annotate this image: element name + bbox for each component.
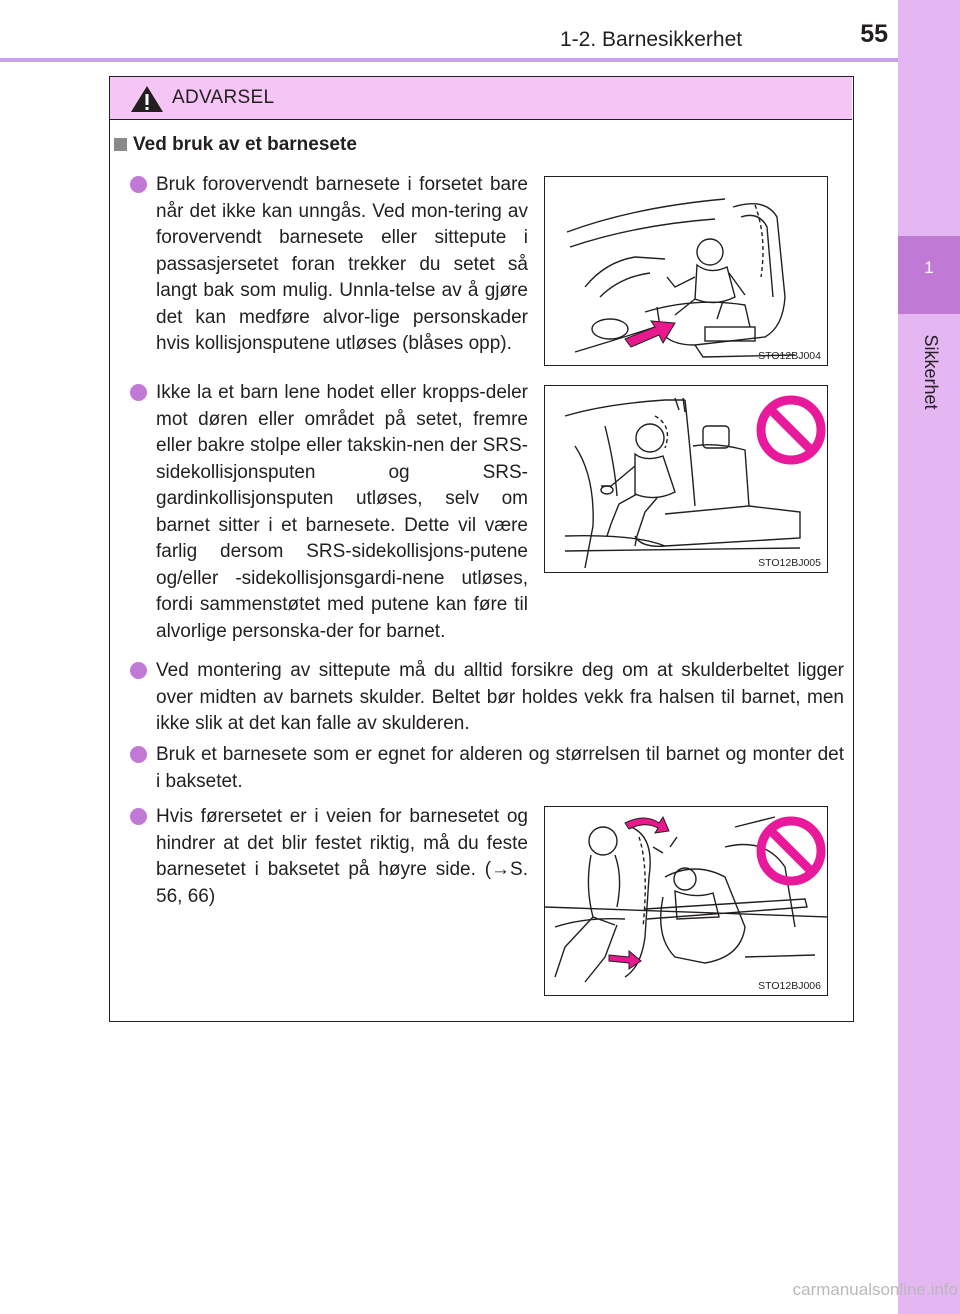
bullet-text: Hvis førersetet er i veien for barnesetet og hindrer at det blir festet riktig, må du feste barnesetet i baksetet på høyre side. (→S. 56, 66) (156, 806, 528, 907)
watermark[interactable]: carmanualsonline.info (792, 1280, 958, 1299)
bullet-item (130, 742, 844, 796)
square-bullet-icon (114, 138, 127, 151)
figure-child-seat-front (544, 176, 828, 366)
section-title: 1-2. Barnesikkerhet (560, 28, 743, 51)
figure-child-near-door (544, 385, 828, 573)
bullet-item (130, 172, 530, 372)
bullet-text: Ikke la et barn lene hodet eller kropps-deler mot døren eller området på setet, fremre eller bakre stolpe eller takskin-nen der SRS-sidekollisjonsputen og SRS-gardinkollisjonsputen utløses, selv om barnet sitter i et barnesete. Dette vil være farlig dersom SRS-sidekollisjons-putene og/eller -sidekollisjonsgardi-nene utløses, fordi sammenstøtet med putene kan føre til alvorlige personska-der for barnet. (156, 382, 528, 642)
bullet-text: Ved montering av sittepute må du alltid forsikre deg om at skulderbeltet ligger over midten av barnets skulder. Beltet bør holdes vekk fra halsen til barnet, men ikke slik at det kan falle av skulderen. (156, 660, 844, 734)
bullet-dot-icon (130, 176, 147, 193)
chapter-name: Sikkerhet (921, 334, 941, 410)
figure-code: STO12BJ006 (758, 980, 821, 992)
bullet-item (130, 380, 530, 650)
warning-label: ADVARSEL (172, 87, 275, 108)
warning-triangle-icon (130, 85, 164, 113)
bullet-dot-icon (130, 808, 147, 825)
bullet-item (130, 804, 530, 914)
child-near-door-illustration (545, 386, 828, 573)
prohibition-icon (761, 400, 821, 460)
figure-code: STO12BJ005 (758, 557, 821, 569)
warning-header (110, 77, 852, 120)
side-tab (898, 0, 960, 1314)
figure-code: STO12BJ004 (758, 350, 821, 362)
page-number: 55 (860, 20, 888, 48)
bullet-text: Bruk forovervendt barnesete i forsetet bare når det ikke kan unngås. Ved mon-tering av forovervendt barnesete eller sittepute i passasjersetet foran trekker du setet så langt bak som mulig. Unnla-telse av å gjøre det kan medføre alvor-lige personskader hvis kollisjonsputene utløses (blåses opp). (156, 174, 528, 354)
section-heading (114, 134, 357, 156)
bullet-item (130, 658, 844, 738)
bullet-text: Bruk et barnesete som er egnet for alderen og størrelsen til barnet og monter det i baksetet. (156, 744, 844, 792)
header-rule (0, 58, 898, 62)
bullet-dot-icon (130, 384, 147, 401)
chapter-number: 1 (924, 258, 934, 277)
bullet-dot-icon (130, 746, 147, 763)
section-heading-text: Ved bruk av et barnesete (133, 134, 357, 155)
child-seat-front-illustration (545, 177, 828, 366)
figure-driver-seat-obstruction (544, 806, 828, 996)
driver-seat-obstruction-illustration (545, 807, 828, 996)
bullet-dot-icon (130, 662, 147, 679)
